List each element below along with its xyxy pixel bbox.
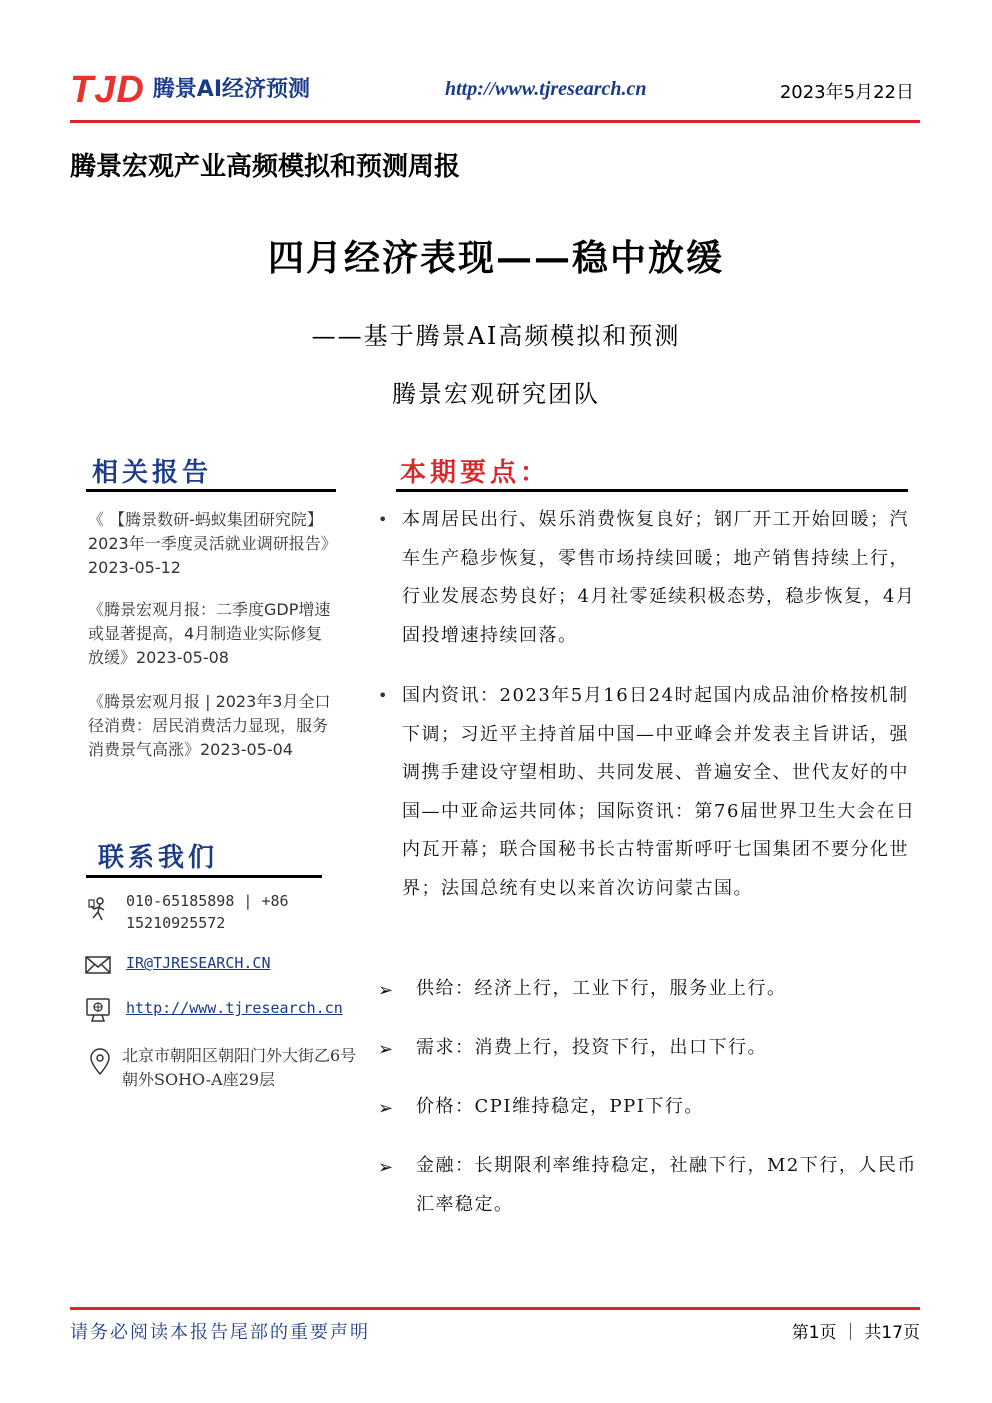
location-icon (86, 1048, 114, 1076)
email-icon (84, 951, 112, 979)
company-logo (70, 70, 310, 110)
bullet-icon: • (378, 686, 388, 705)
supply-point: 供给：经济上行，工业下行，服务业上行。 (416, 978, 787, 999)
website-icon (84, 996, 112, 1024)
arrow-bullet-icon: ➢ (378, 1157, 394, 1178)
contact-address: 北京市朝阳区朝阳门外大街乙6号朝外SOHO-A座29层 (122, 1046, 357, 1089)
phone-icon (84, 896, 112, 924)
arrow-bullet-icon: ➢ (378, 980, 394, 1001)
subtitle: ——基于腾景AI高频模拟和预测 (311, 322, 681, 350)
contact-email-link[interactable]: IR@TJRESEARCH.CN (126, 954, 271, 972)
key-point-paragraph: 本周居民出行、娱乐消费恢复良好；钢厂开工开始回暖；汽车生产稳步恢复，零售市场持续回暖；地产销售持续上行，行业发展态势良好；4月社零延续积极态势，稳步恢复，4月固投增速持续回落。 (402, 509, 916, 646)
related-report-item[interactable]: 《 【腾景数研-蚂蚁集团研究院】2023年一季度灵活就业调研报告》2023-05-12 (88, 510, 337, 577)
contact-heading: 联系我们 (98, 843, 219, 873)
arrow-bullet-icon: ➢ (378, 1039, 394, 1060)
key-point-paragraph: 国内资讯：2023年5月16日24时起国内成品油价格按机制下调；习近平主持首届中国—中亚峰会并发表主旨讲话，强调携手建设守望相助、共同发展、普遍安全、世代友好的中国—中亚命运共同体；国际资讯：第76届世界卫生大会在日内瓦开幕；联合国秘书长古特雷斯呼吁七国集团不要分化世界；法国总统有史以来首次访问蒙古国。 (402, 685, 916, 899)
arrow-bullet-icon: ➢ (378, 1098, 394, 1119)
series-title: 腾景宏观产业高频模拟和预测周报 (70, 152, 461, 182)
related-reports-divider (86, 489, 336, 492)
demand-point: 需求：消费上行，投资下行，出口下行。 (416, 1037, 767, 1058)
contact-divider (86, 875, 322, 878)
header-divider (70, 120, 920, 123)
key-points-divider (396, 489, 908, 492)
main-title: 四月经济表现——稳中放缓 (267, 237, 724, 279)
page-number: 第1页 ｜ 共17页 (791, 1323, 920, 1343)
finance-point: 金融：长期限利率维持稳定，社融下行，M2下行，人民币汇率稳定。 (416, 1155, 917, 1215)
price-point: 价格：CPI维持稳定，PPI下行。 (416, 1096, 704, 1117)
logo-mark: TJD (70, 69, 145, 111)
report-date: 2023年5月22日 (779, 82, 914, 103)
disclaimer-notice: 请务必阅读本报告尾部的重要声明 (70, 1322, 370, 1343)
header-url-link[interactable]: http://www.tjresearch.cn (445, 78, 647, 100)
related-report-item[interactable]: 《腾景宏观月报：二季度GDP增速或显著提高，4月制造业实际修复放缓》2023-05-08 (88, 600, 331, 667)
author-team: 腾景宏观研究团队 (392, 380, 600, 408)
key-points-heading: 本期要点： (400, 458, 551, 488)
related-report-item[interactable]: 《腾景宏观月报 | 2023年3月全口径消费：居民消费活力显现，服务消费景气高涨》2023-05-04 (88, 692, 331, 759)
bullet-icon: • (378, 510, 388, 529)
logo-text: 腾景AI经济预测 (152, 77, 311, 102)
related-reports-heading: 相关报告 (92, 458, 213, 488)
contact-website-link[interactable]: http://www.tjresearch.cn (126, 999, 343, 1017)
footer-divider (70, 1307, 920, 1310)
contact-phone: 010-65185898 | +86 15210925572 (126, 892, 289, 932)
